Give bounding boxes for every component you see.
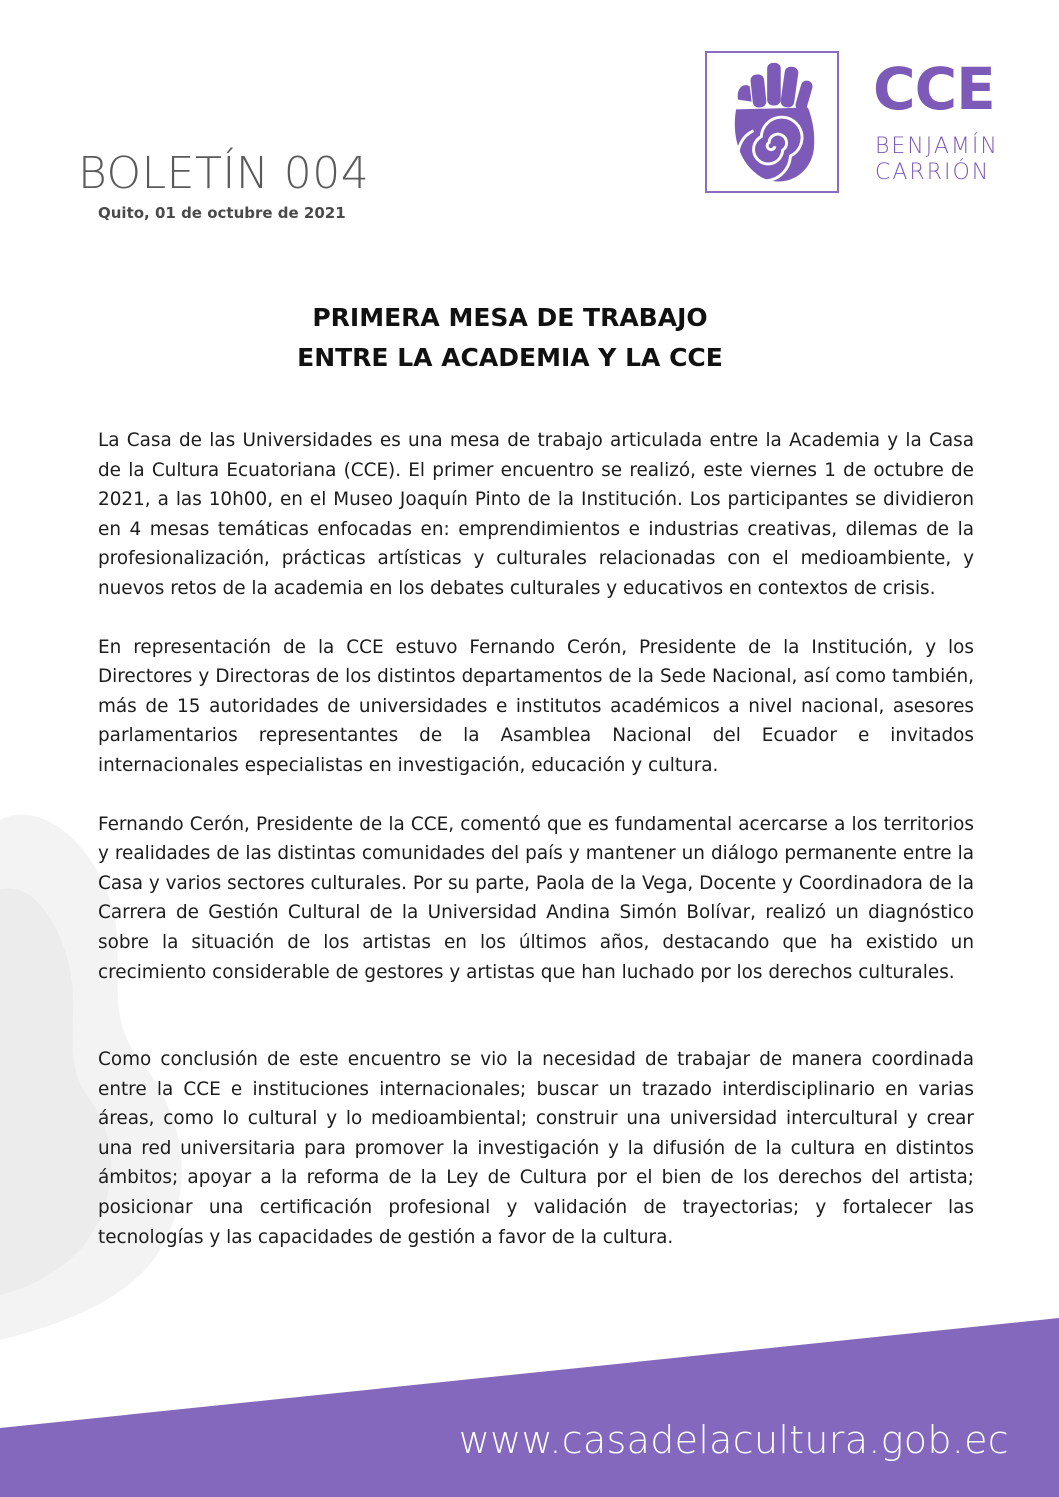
hand-spiral-icon [707, 53, 837, 191]
paragraph-3: Fernando Cerón, Presidente de la CCE, comentó que es fundamental acercarse a los territorios y realidades de las distintas comunidades del país y mantener un diálogo permanente entre la Casa y varios sectores culturales. Por su parte, Paola de la Vega, Docente y Coordinadora de la Carrera de Gestión Cultural de la Universidad Andina Simón Bolívar, realizó un diagnóstico sobre la situación de los artistas en los últimos años, destacando que ha existido un crecimiento considerable de gestores y artistas que han luchado por los derechos culturales. [98, 813, 974, 983]
footer-website-link[interactable]: www.casadelacultura.gob.ec [458, 1418, 1009, 1462]
paragraph-4: Como conclusión de este encuentro se vio la necesidad de trabajar de manera coordinada entre la CCE e instituciones internacionales; buscar un trazado interdisciplinario en varias áreas, como lo cultural y lo medioambiental; construir una universidad intercultural y crear una red universitaria para promover la investigación y la difusión de la cultura en distintos ámbitos; apoyar a la reforma de la Ley de Cultura por el bien de los derechos del artista; posicionar una certificación profesional y validación de trayectorias; y fortalecer las tecnologías y las capacidades de gestión a favor de la cultura. [98, 1049, 974, 1248]
logo-acronym: CCE [873, 55, 995, 123]
bulletin-date: Quito, 01 de octubre de 2021 [98, 204, 346, 222]
logo-name-line2: CARRIÓN [875, 160, 991, 185]
logo-emblem [705, 51, 839, 193]
footer-band [0, 1318, 1059, 1497]
headline-line2: ENTRE LA ACADEMIA Y LA CCE [297, 343, 723, 372]
article-body [98, 426, 974, 1281]
paragraph-1: La Casa de las Universidades es una mesa de trabajo articulada entre la Academia y la Casa de la Cultura Ecuatoriana (CCE). El primer encuentro se realizó, este viernes 1 de octubre de 2021, a las 10h00, en el Museo Joaquín Pinto de la Institución. Los participantes se dividieron en 4 mesas temáticas enfocadas en: emprendimientos e industrias creativas, dilemas de la profesionalización, prácticas artísticas y culturales relacionadas con el medioambiente, y nuevos retos de la academia en los debates culturales y educativos en contextos de crisis. [98, 430, 974, 599]
logo-name-line1: BENJAMÍN [875, 134, 999, 159]
paragraph-2: En representación de la CCE estuvo Fernando Cerón, Presidente de la Institución, y los Directores y Directoras de los distintos departamentos de la Sede Nacional, así como también, más de 15 autoridades de universidades e institutos académicos a nivel nacional, asesores parlamentarios representantes de la Asamblea Nacional del Ecuador e invitados internacionales especialistas en investigación, educación y cultura. [98, 636, 974, 776]
headline-line1: PRIMERA MESA DE TRABAJO [312, 303, 708, 332]
headline [100, 298, 920, 378]
bulletin-title: BOLETÍN 004 [78, 148, 370, 199]
